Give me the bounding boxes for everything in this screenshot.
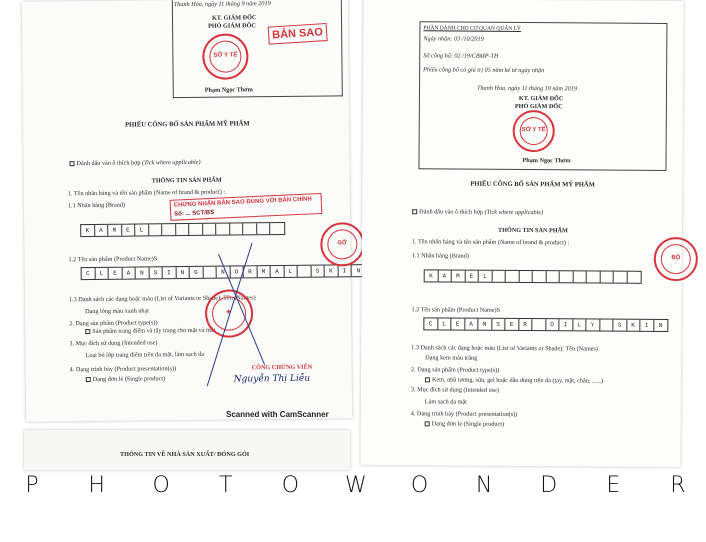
grid-cell: N	[478, 319, 492, 330]
grid-cell: E	[122, 225, 136, 236]
grid-cell: M	[108, 225, 122, 236]
edge-seal: SỞ	[320, 222, 364, 266]
left-brand-grid	[80, 222, 285, 237]
watermark-letter: H	[88, 472, 105, 498]
right-received-date: Ngày nhận: 03 /10/2019	[423, 35, 484, 43]
grid-cell: A	[271, 266, 285, 277]
left-item2: 2. Dạng sản phẩm (Product type(s))	[69, 319, 158, 328]
watermark-letter: P	[25, 472, 39, 498]
photowonder-watermark	[0, 470, 706, 500]
grid-cell	[532, 319, 546, 330]
grid-cell: K	[425, 270, 439, 281]
left-vice-director: PHÓ GIÁM ĐỐC	[208, 22, 256, 30]
grid-cell	[203, 224, 217, 235]
grid-cell: M	[452, 271, 466, 282]
grid-cell: C	[424, 318, 438, 329]
right-doc-title: PHIẾU CÔNG BỐ SẢN PHẨM MỸ PHẨM	[470, 180, 595, 189]
grid-cell: O	[230, 266, 244, 277]
right-variant: Dạng kem màu trắng	[425, 354, 478, 362]
left-tick-note: Đánh dấu vào ô thích hợp (Tick where applicable)	[69, 160, 200, 168]
notary-label: CÔNG CHỨNG VIÊN	[251, 363, 313, 372]
left-item1-3: 1.3 Danh sách các dạng hoặc màu (List of Variants or Shade): Tên (Names)	[68, 294, 256, 304]
checkbox-icon	[425, 377, 430, 382]
right-section-title: THÔNG TIN SẢN PHẨM	[497, 226, 568, 235]
watermark-letter: N	[475, 472, 493, 498]
watermark-letter: D	[540, 472, 558, 498]
left-item1-2: 1.2 Tên sản phẩm (Product Name)S	[68, 255, 158, 264]
left-item3: 3. Mục đích sử dụng (Intended use)	[69, 339, 158, 348]
watermark-letter: R	[670, 472, 686, 498]
left-item2-value: Sản phẩm trang điểm và tẩy trang cho mặt và mắt	[85, 328, 215, 336]
grid-cell: A	[122, 268, 136, 279]
grid-cell	[189, 224, 203, 235]
grid-cell: L	[573, 319, 587, 330]
grid-cell: E	[465, 271, 479, 282]
checkbox-icon	[86, 377, 91, 382]
right-signer-name: Phạm Ngọc Thơm	[522, 157, 571, 165]
right-vice-director: PHÓ GIÁM ĐỐC	[514, 102, 563, 111]
grid-cell	[627, 272, 641, 283]
grid-cell: S	[492, 319, 506, 330]
left-document-next-page	[24, 430, 350, 470]
right-document	[360, 0, 683, 467]
scanned-watermark: Scanned with CamScanner	[226, 410, 329, 419]
grid-cell: Y	[586, 319, 600, 330]
checkbox-icon	[69, 161, 74, 166]
grid-cell: K	[627, 320, 641, 331]
left-variant: Dạng lỏng màu xanh nhạt	[85, 307, 150, 316]
right-kt-director: KT. GIÁM ĐỐC	[518, 94, 564, 103]
grid-cell: L	[284, 266, 298, 277]
grid-cell	[614, 272, 628, 283]
grid-cell: L	[438, 318, 452, 329]
left-item4: 4. Dạng trình bày (Product presentation(s))	[69, 365, 177, 374]
right-product-grid	[423, 317, 668, 332]
grid-cell: L	[95, 268, 109, 279]
grid-cell	[149, 224, 163, 235]
grid-cell: I	[163, 267, 177, 278]
grid-cell	[519, 271, 533, 282]
right-tick-note: Đánh dấu vào ô thích hợp (Tick where applicable)	[412, 209, 543, 216]
left-item4-value: Dạng đơn lẻ (Single product)	[86, 376, 165, 383]
right-edge-seal: BỘ	[654, 237, 698, 281]
grid-cell	[270, 223, 284, 234]
grid-cell	[176, 224, 190, 235]
left-header-box	[172, 0, 343, 98]
grid-cell: N	[658, 321, 663, 329]
checkbox-icon	[85, 329, 90, 334]
grid-cell	[492, 271, 506, 282]
right-date-line: Thanh Hóa, ngày 11 tháng 10 năm 2019	[476, 84, 577, 93]
checkbox-icon	[412, 209, 417, 214]
ban-sao-stamp: BẢN SAO	[268, 23, 328, 45]
notary-seal: ★	[201, 286, 257, 342]
grid-cell: I	[338, 265, 352, 276]
right-brand-grid	[424, 269, 642, 284]
grid-cell: E	[451, 319, 465, 330]
grid-cell	[573, 271, 587, 282]
right-item1-3: 1.3 Danh sách các dạng hoặc màu (List of Variants or Shade): Tên (Names)	[411, 344, 598, 353]
grid-cell	[506, 271, 520, 282]
grid-cell	[203, 267, 217, 278]
notary-signature: Nguyễn Thị Liễu	[233, 373, 311, 385]
grid-cell: S	[613, 320, 627, 331]
left-health-dept-seal: SỞ Y TẾ	[202, 33, 248, 79]
grid-cell: A	[438, 270, 452, 281]
grid-cell	[162, 224, 176, 235]
grid-cell: L	[479, 271, 493, 282]
grid-cell	[257, 223, 271, 234]
left-signer-name: Phạm Ngọc Thơm	[204, 86, 253, 94]
grid-cell: G	[190, 267, 204, 278]
grid-cell	[533, 271, 547, 282]
right-health-dept-seal: SỞ Y TẾ	[513, 110, 555, 152]
grid-cell	[600, 320, 614, 331]
grid-cell: L	[135, 224, 149, 235]
grid-cell: K	[81, 225, 95, 236]
right-item2: 2. Dạng sản phẩm (Product type(s))	[411, 366, 500, 374]
grid-cell: E	[505, 319, 519, 330]
grid-cell: N	[217, 267, 231, 278]
certify-copy-stamp: CHỨNG NHẬN BẢN SAO ĐÚNG VỚI BẢN CHÍNH Số: ... SCT/BS	[170, 193, 323, 221]
left-bottom-title: THÔNG TIN VỀ NHÀ SẢN XUẤT/ ĐÓNG GÓI	[120, 451, 250, 458]
grid-cell: R	[244, 266, 258, 277]
watermark-letter: O	[281, 472, 300, 498]
right-item1-2: 1.2 Tên sản phẩm (Product Name)S	[411, 306, 501, 314]
left-item1: 1. Tên nhãn hàng và tên sản phẩm (Name of brand & product) :	[67, 188, 226, 198]
left-item1-1: 1.1 Nhãn hàng (Brand)	[67, 201, 126, 210]
grid-cell: E	[109, 268, 123, 279]
grid-cell	[230, 223, 244, 234]
grid-cell: O	[546, 319, 560, 330]
grid-cell: R	[519, 319, 533, 330]
right-announcement-no: Số công bố: 02 /19/CBMP-TH	[423, 52, 499, 60]
grid-cell: N	[176, 267, 190, 278]
grid-cell: M	[257, 266, 271, 277]
grid-cell	[546, 271, 560, 282]
watermark-letter: W	[344, 472, 367, 498]
watermark-letter: T	[219, 472, 233, 498]
right-item1-1: 1.1 Nhãn hàng (Brand)	[411, 252, 469, 260]
left-kt-director: KT. GIÁM ĐỐC	[211, 14, 257, 22]
grid-cell	[560, 271, 574, 282]
right-validity: Phiếu công bố có giá trị 05 năm kể từ ngày nhận	[423, 66, 545, 75]
grid-cell: C	[82, 268, 96, 279]
grid-cell	[600, 272, 614, 283]
grid-cell: S	[311, 266, 325, 277]
watermark-letter: E	[606, 472, 621, 498]
grid-cell: I	[559, 319, 573, 330]
right-item3: 3. Mục đích sử dụng (Intended use)	[410, 386, 500, 394]
right-admin-section: PHẦN DÀNH CHO CƠ QUAN QUẢN LÝ	[423, 25, 521, 32]
grid-cell: A	[465, 319, 479, 330]
left-date-line: Thanh Hóa, ngày 11 tháng 9 năm 2019	[173, 0, 271, 9]
watermark-letter: O	[152, 472, 170, 498]
right-item1: 1. Tên nhãn hàng và tên sản phẩm (Name of brand & product) :	[411, 238, 570, 247]
grid-cell	[587, 271, 601, 282]
left-document	[22, 0, 361, 422]
right-item4: 4. Dạng trình bày (Product presentation(s))	[410, 410, 518, 418]
grid-cell: I	[640, 320, 654, 331]
grid-cell: S	[149, 267, 163, 278]
left-section-title: THÔNG TIN SẢN PHẨM	[151, 176, 222, 185]
grid-cell: N	[136, 267, 150, 278]
left-doc-title: PHIẾU CÔNG BỐ SẢN PHẨM MỸ PHẨM	[125, 120, 250, 129]
grid-cell: A	[95, 225, 109, 236]
right-item3-value: Làm sạch da mặt	[424, 398, 467, 406]
grid-cell: K	[325, 265, 339, 276]
grid-cell	[298, 266, 312, 277]
grid-cell	[243, 223, 257, 234]
right-item4-value: Dạng đơn lẻ (Single product)	[425, 421, 504, 428]
grid-cell	[216, 224, 230, 235]
right-item2-value: Kem, nhũ tương, sữa, gel hoặc dầu dùng trên da (tay, mặt, chân, ......)	[425, 377, 603, 384]
checkbox-icon	[425, 421, 430, 426]
watermark-letter: O	[410, 472, 429, 498]
grid-cell: N	[356, 267, 361, 275]
left-item3-value: Loại bỏ lớp trang điểm trên da mặt, làm sạch da	[85, 350, 205, 360]
